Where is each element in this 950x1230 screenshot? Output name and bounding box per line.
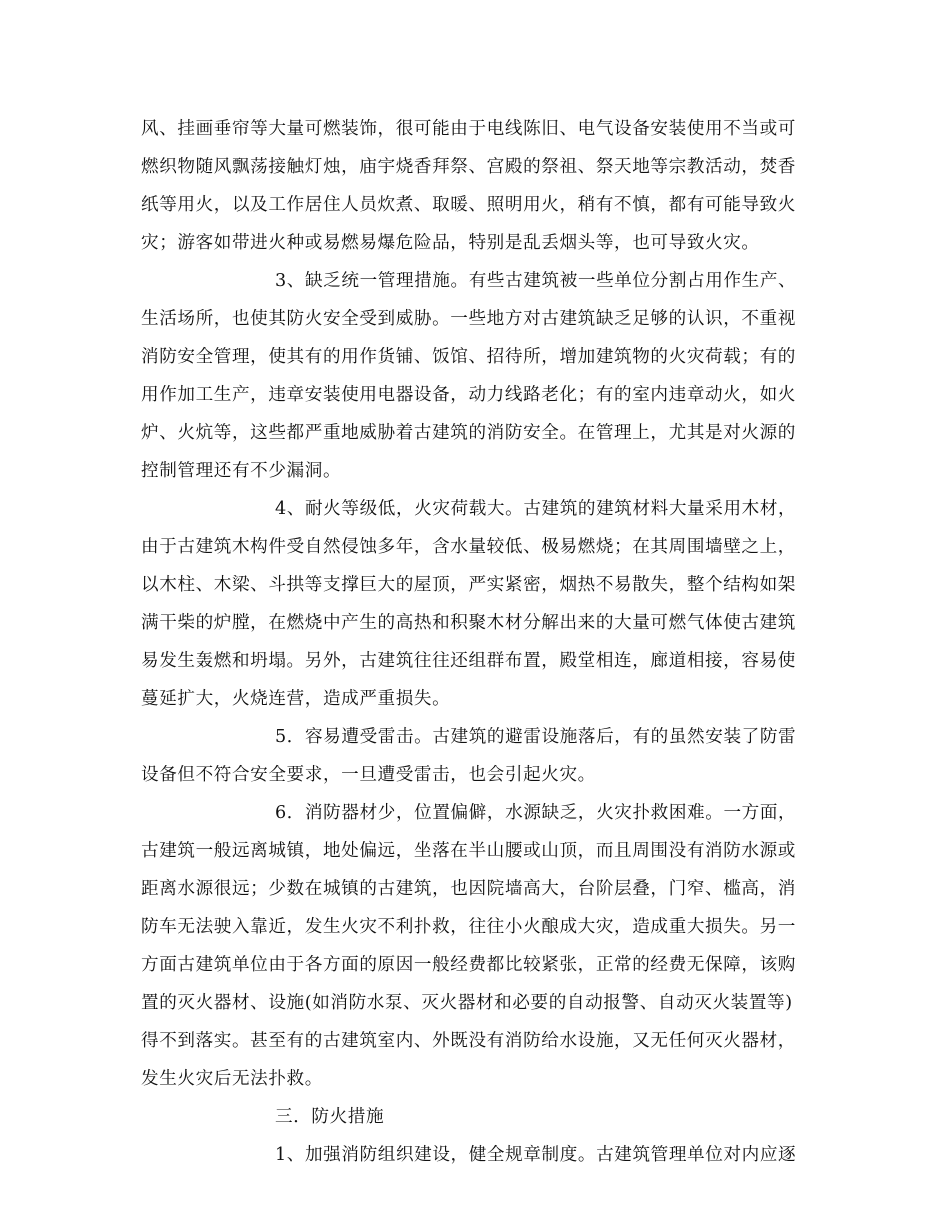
text-line: 距离水源很远；少数在城镇的古建筑，也因院墙高大，台阶层叠，门窄、槛高，消 xyxy=(141,879,796,899)
paragraph-start-6: 6．消防器材少，位置偏僻，水源缺乏，火灾扑救困难。一方面， xyxy=(275,803,797,823)
section-heading: 三．防火措施 xyxy=(275,1107,385,1127)
text-line: 易发生轰燃和坍塌。另外，古建筑往往还组群布置，殿堂相连，廊道相接，容易使 xyxy=(141,651,796,671)
text-line: 方面古建筑单位由于各方面的原因一般经费都比较紧张，正常的经费无保障，该购 xyxy=(141,955,796,975)
text-line: 以木柱、木梁、斗拱等支撑巨大的屋顶，严实紧密，烟热不易散失，整个结构如架 xyxy=(141,575,796,595)
text-line: 控制管理还有不少漏洞。 xyxy=(141,461,342,481)
text-line: 风、挂画垂帘等大量可燃装饰，很可能由于电线陈旧、电气设备安装使用不当或可 xyxy=(141,119,796,139)
text-line: 燃织物随风飘荡接触灯烛，庙宇烧香拜祭、宫殿的祭祖、祭天地等宗教活动，焚香 xyxy=(141,157,796,177)
text-line: 炉、火炕等，这些都严重地威胁着古建筑的消防安全。在管理上，尤其是对火源的 xyxy=(141,423,796,443)
text-line: 得不到落实。甚至有的古建筑室内、外既没有消防给水设施，又无任何灭火器材， xyxy=(141,1031,796,1051)
text-line: 纸等用火，以及工作居住人员炊煮、取暖、照明用火，稍有不慎，都有可能导致火 xyxy=(141,195,796,215)
text-line: 发生火灾后无法扑救。 xyxy=(141,1069,323,1089)
text-line: 灾；游客如带进火种或易燃易爆危险品，特别是乱丢烟头等，也可导致火灾。 xyxy=(141,233,760,253)
text-line: 消防安全管理，使其有的用作货铺、饭馆、招待所，增加建筑物的火灾荷载；有的 xyxy=(141,347,796,367)
text-line: 满干柴的炉膛，在燃烧中产生的高热和积聚木材分解出来的大量可燃气体使古建筑 xyxy=(141,613,796,633)
paragraph-start-1: 1、加强消防组织建设，健全规章制度。古建筑管理单位对内应逐 xyxy=(275,1145,797,1165)
paragraph-start-5: 5．容易遭受雷击。古建筑的避雷设施落后，有的虽然安装了防雷 xyxy=(275,727,797,747)
text-line: 蔓延扩大，火烧连营，造成严重损失。 xyxy=(141,689,451,709)
text-line: 古建筑一般远离城镇，地处偏远，坐落在半山腰或山顶，而且周围没有消防水源或 xyxy=(141,841,796,861)
text-line: 防车无法驶入靠近，发生火灾不利扑救，往往小火酿成大灾，造成重大损失。另一 xyxy=(141,917,796,937)
text-line: 生活场所，也使其防火安全受到威胁。一些地方对古建筑缺乏足够的认识，不重视 xyxy=(141,309,796,329)
paragraph-start-3: 3、缺乏统一管理措施。有些古建筑被一些单位分割占用作生产、 xyxy=(275,271,797,291)
text-line: 由于古建筑木构件受自然侵蚀多年，含水量较低、极易燃烧；在其周围墙壁之上， xyxy=(141,537,796,557)
paragraph-start-4: 4、耐火等级低，火灾荷载大。古建筑的建筑材料大量采用木材， xyxy=(275,499,797,519)
text-line: 设备但不符合安全要求，一旦遭受雷击，也会引起火灾。 xyxy=(141,765,596,785)
text-line: 置的灭火器材、设施(如消防水泵、灭火器材和必要的自动报警、自动灭火装置等) xyxy=(141,993,793,1013)
text-line: 用作加工生产，违章安装使用电器设备，动力线路老化；有的室内违章动火，如火 xyxy=(141,385,796,405)
